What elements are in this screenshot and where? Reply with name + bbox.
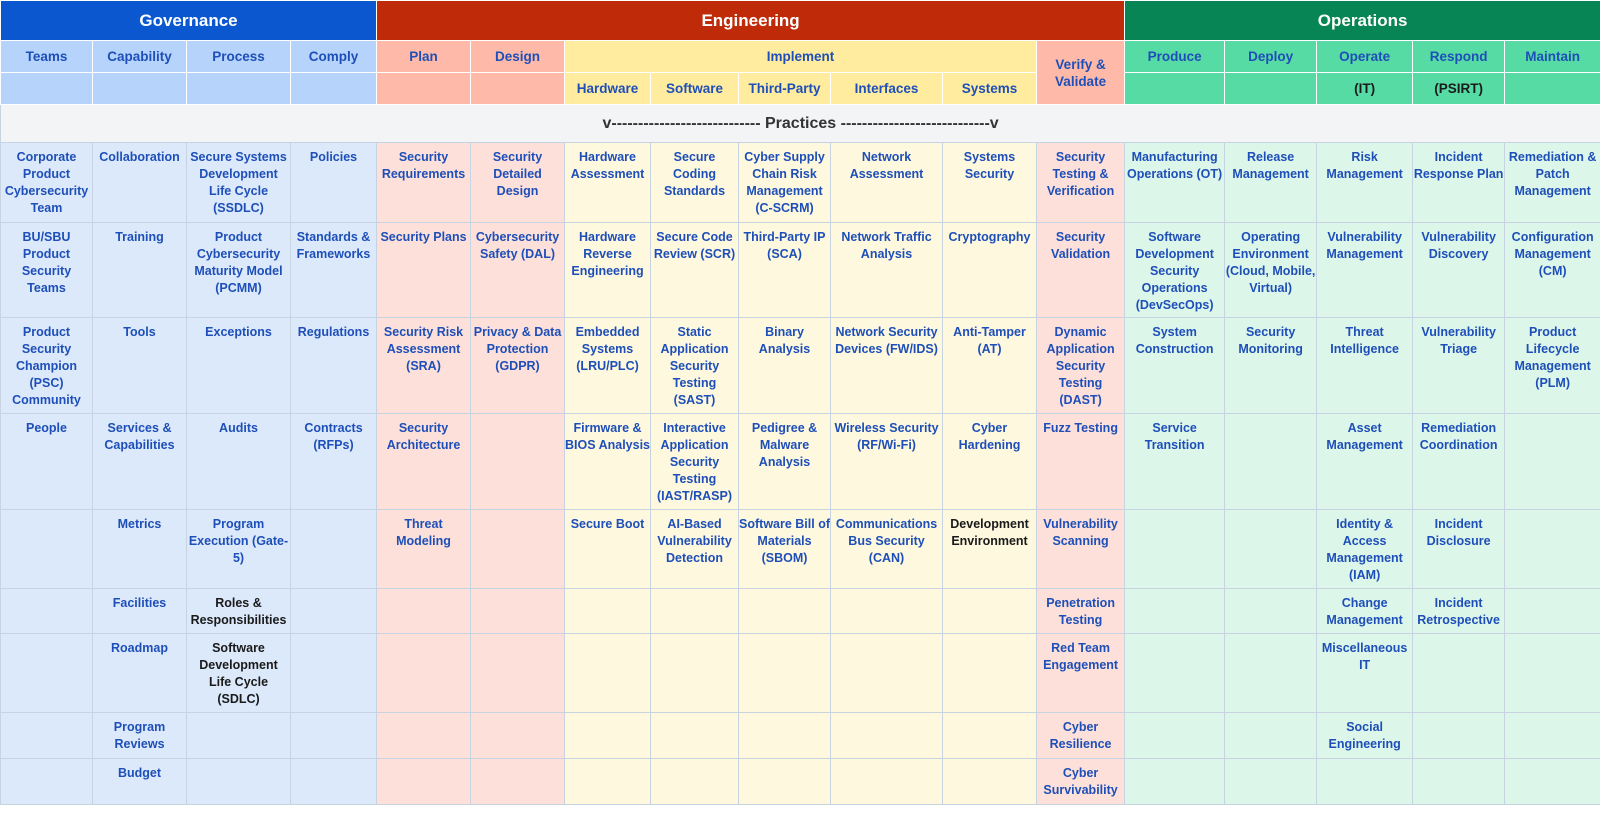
cell-produce [1125, 634, 1225, 713]
cell-teams [1, 510, 93, 589]
cell-comply [291, 759, 377, 805]
column-comply: Comply [291, 41, 377, 73]
group-engineering: Engineering [377, 1, 1125, 41]
column-operate: Operate [1317, 41, 1413, 73]
subheader-blank [93, 73, 187, 105]
group-operations: Operations [1125, 1, 1600, 41]
cell-comply [291, 634, 377, 713]
cell-third-party: Cyber Supply Chain Risk Management (C-SCRM) [739, 143, 831, 223]
cell-design: Cybersecurity Safety (DAL) [471, 223, 565, 318]
cell-software: Secure Coding Standards [651, 143, 739, 223]
cell-systems [943, 589, 1037, 634]
cell-third-party [739, 713, 831, 759]
cell-third-party [739, 589, 831, 634]
cell-systems [943, 634, 1037, 713]
cell-systems [943, 759, 1037, 805]
cell-maintain [1505, 589, 1600, 634]
column-produce: Produce [1125, 41, 1225, 73]
cell-software [651, 589, 739, 634]
cell-plan [377, 713, 471, 759]
cell-produce [1125, 759, 1225, 805]
table-row [1, 759, 1600, 805]
cell-comply: Contracts (RFPs) [291, 414, 377, 510]
cell-verify: Fuzz Testing [1037, 414, 1125, 510]
cell-process: Exceptions [187, 318, 291, 414]
column-respond: Respond [1413, 41, 1505, 73]
cell-process: Audits [187, 414, 291, 510]
cell-produce: System Construction [1125, 318, 1225, 414]
cell-teams: People [1, 414, 93, 510]
cell-respond [1413, 759, 1505, 805]
cell-hardware [565, 634, 651, 713]
cell-systems [943, 713, 1037, 759]
cell-teams [1, 713, 93, 759]
cell-capability: Program Reviews [93, 713, 187, 759]
cell-design [471, 759, 565, 805]
cell-plan: Security Requirements [377, 143, 471, 223]
cell-interfaces [831, 589, 943, 634]
respond-note: (PSIRT) [1413, 73, 1505, 105]
column-process: Process [187, 41, 291, 73]
cell-teams [1, 759, 93, 805]
cell-operate: Change Management [1317, 589, 1413, 634]
cell-respond [1413, 713, 1505, 759]
cell-process: Product Cybersecurity Maturity Model (PCMM) [187, 223, 291, 318]
table-row [1, 223, 1600, 318]
cell-interfaces: Network Traffic Analysis [831, 223, 943, 318]
cell-operate: Threat Intelligence [1317, 318, 1413, 414]
cell-deploy [1225, 713, 1317, 759]
table-row [1, 713, 1600, 759]
cell-maintain: Remediation & Patch Management [1505, 143, 1600, 223]
subheader-blank [291, 73, 377, 105]
cell-maintain: Product Lifecycle Management (PLM) [1505, 318, 1600, 414]
cell-verify: Cyber Survivability [1037, 759, 1125, 805]
implement-interfaces: Interfaces [831, 73, 943, 105]
cell-interfaces [831, 713, 943, 759]
cell-deploy: Release Management [1225, 143, 1317, 223]
cell-software [651, 713, 739, 759]
cell-maintain [1505, 634, 1600, 713]
cell-design [471, 589, 565, 634]
table-row [1, 143, 1600, 223]
cell-third-party [739, 634, 831, 713]
column-teams: Teams [1, 41, 93, 73]
cell-capability: Budget [93, 759, 187, 805]
cell-process: Secure Systems Development Life Cycle (SSDLC) [187, 143, 291, 223]
cell-operate [1317, 759, 1413, 805]
subheader-blank [377, 73, 471, 105]
subheader-blank [471, 73, 565, 105]
cell-systems: Cyber Hardening [943, 414, 1037, 510]
cell-design [471, 414, 565, 510]
implement-third-party: Third-Party [739, 73, 831, 105]
cell-third-party [739, 759, 831, 805]
subheader-blank [187, 73, 291, 105]
implement-software: Software [651, 73, 739, 105]
cell-interfaces: Wireless Security (RF/Wi-Fi) [831, 414, 943, 510]
cell-operate: Vulnerability Management [1317, 223, 1413, 318]
column-plan: Plan [377, 41, 471, 73]
column-capability: Capability [93, 41, 187, 73]
cell-respond: Incident Disclosure [1413, 510, 1505, 589]
cell-maintain [1505, 713, 1600, 759]
cell-comply [291, 510, 377, 589]
cell-teams: Corporate Product Cybersecurity Team [1, 143, 93, 223]
cell-comply: Regulations [291, 318, 377, 414]
cell-hardware [565, 759, 651, 805]
cell-plan: Security Plans [377, 223, 471, 318]
cell-software: Static Application Security Testing (SAST) [651, 318, 739, 414]
practices-banner: v---------------------------- Practices ----------------------------v [1, 105, 1600, 143]
cell-deploy: Operating Environment (Cloud, Mobile, Virtual) [1225, 223, 1317, 318]
cell-process [187, 713, 291, 759]
cell-process: Roles & Responsibilities [187, 589, 291, 634]
cell-systems: Cryptography [943, 223, 1037, 318]
cell-teams [1, 634, 93, 713]
column-design: Design [471, 41, 565, 73]
column-verify-validate: Verify & Validate [1037, 41, 1125, 105]
cell-teams: BU/SBU Product Security Teams [1, 223, 93, 318]
cell-hardware [565, 713, 651, 759]
cell-capability: Roadmap [93, 634, 187, 713]
cell-produce [1125, 510, 1225, 589]
cell-verify: Security Validation [1037, 223, 1125, 318]
cell-respond: Incident Response Plan [1413, 143, 1505, 223]
cell-third-party: Software Bill of Materials (SBOM) [739, 510, 831, 589]
operate-note: (IT) [1317, 73, 1413, 105]
cell-interfaces [831, 634, 943, 713]
cell-deploy [1225, 634, 1317, 713]
cell-respond: Vulnerability Triage [1413, 318, 1505, 414]
cell-deploy [1225, 589, 1317, 634]
table-row [1, 414, 1600, 510]
cell-design: Security Detailed Design [471, 143, 565, 223]
cell-plan: Security Architecture [377, 414, 471, 510]
cell-comply: Standards & Frameworks [291, 223, 377, 318]
cell-plan: Threat Modeling [377, 510, 471, 589]
table-row [1, 634, 1600, 713]
cell-hardware: Hardware Assessment [565, 143, 651, 223]
table-row [1, 510, 1600, 589]
cell-systems: Systems Security [943, 143, 1037, 223]
subheader-blank [1505, 73, 1600, 105]
cell-comply [291, 589, 377, 634]
cell-respond: Vulnerability Discovery [1413, 223, 1505, 318]
cell-software [651, 634, 739, 713]
cell-operate: Miscellaneous IT [1317, 634, 1413, 713]
cell-respond: Remediation Coordination [1413, 414, 1505, 510]
cell-interfaces: Communications Bus Security (CAN) [831, 510, 943, 589]
cell-process [187, 759, 291, 805]
cell-verify: Penetration Testing [1037, 589, 1125, 634]
group-governance: Governance [1, 1, 377, 41]
cell-operate: Asset Management [1317, 414, 1413, 510]
cell-teams: Product Security Champion (PSC) Community [1, 318, 93, 414]
cell-hardware [565, 589, 651, 634]
column-implement: Implement [565, 41, 1037, 73]
implement-hardware: Hardware [565, 73, 651, 105]
cell-third-party: Pedigree & Malware Analysis [739, 414, 831, 510]
cell-interfaces [831, 759, 943, 805]
table-row [1, 589, 1600, 634]
cell-capability: Training [93, 223, 187, 318]
cell-software: Secure Code Review (SCR) [651, 223, 739, 318]
cell-produce: Service Transition [1125, 414, 1225, 510]
subheader-blank [1125, 73, 1225, 105]
cell-hardware: Hardware Reverse Engineering [565, 223, 651, 318]
cell-verify: Cyber Resilience [1037, 713, 1125, 759]
cell-interfaces: Network Assessment [831, 143, 943, 223]
cell-verify: Red Team Engagement [1037, 634, 1125, 713]
cell-respond [1413, 634, 1505, 713]
cell-produce: Manufacturing Operations (OT) [1125, 143, 1225, 223]
cell-systems: Development Environment [943, 510, 1037, 589]
cell-produce [1125, 589, 1225, 634]
cell-maintain [1505, 759, 1600, 805]
cell-capability: Tools [93, 318, 187, 414]
cell-verify: Dynamic Application Security Testing (DAST) [1037, 318, 1125, 414]
table-row [1, 318, 1600, 414]
cell-produce [1125, 713, 1225, 759]
implement-systems: Systems [943, 73, 1037, 105]
cell-hardware: Secure Boot [565, 510, 651, 589]
cell-deploy [1225, 759, 1317, 805]
cell-software: Interactive Application Security Testing (IAST/RASP) [651, 414, 739, 510]
cell-capability: Collaboration [93, 143, 187, 223]
cell-design [471, 510, 565, 589]
column-deploy: Deploy [1225, 41, 1317, 73]
cell-deploy [1225, 510, 1317, 589]
cell-maintain: Configuration Management (CM) [1505, 223, 1600, 318]
practices-body [1, 143, 1600, 805]
subheader-blank [1225, 73, 1317, 105]
cell-hardware: Firmware & BIOS Analysis [565, 414, 651, 510]
cell-capability: Metrics [93, 510, 187, 589]
column-maintain: Maintain [1505, 41, 1600, 73]
cell-systems: Anti-Tamper (AT) [943, 318, 1037, 414]
cell-verify: Vulnerability Scanning [1037, 510, 1125, 589]
cell-process: Program Execution (Gate-5) [187, 510, 291, 589]
cell-process: Software Development Life Cycle (SDLC) [187, 634, 291, 713]
cell-hardware: Embedded Systems (LRU/PLC) [565, 318, 651, 414]
cell-software [651, 759, 739, 805]
cell-plan [377, 634, 471, 713]
cell-design: Privacy & Data Protection (GDPR) [471, 318, 565, 414]
cell-operate: Identity & Access Management (IAM) [1317, 510, 1413, 589]
cell-third-party: Third-Party IP (SCA) [739, 223, 831, 318]
cell-deploy [1225, 414, 1317, 510]
cell-maintain [1505, 510, 1600, 589]
cell-plan [377, 589, 471, 634]
cell-operate: Social Engineering [1317, 713, 1413, 759]
cell-interfaces: Network Security Devices (FW/IDS) [831, 318, 943, 414]
cell-respond: Incident Retrospective [1413, 589, 1505, 634]
cell-produce: Software Development Security Operations (DevSecOps) [1125, 223, 1225, 318]
cell-maintain [1505, 414, 1600, 510]
cell-plan: Security Risk Assessment (SRA) [377, 318, 471, 414]
cell-comply: Policies [291, 143, 377, 223]
cell-design [471, 634, 565, 713]
cell-verify: Security Testing & Verification [1037, 143, 1125, 223]
cell-comply [291, 713, 377, 759]
cell-capability: Services & Capabilities [93, 414, 187, 510]
subheader-blank [1, 73, 93, 105]
cell-operate: Risk Management [1317, 143, 1413, 223]
cell-plan [377, 759, 471, 805]
cell-third-party: Binary Analysis [739, 318, 831, 414]
cell-design [471, 713, 565, 759]
cell-software: AI-Based Vulnerability Detection [651, 510, 739, 589]
cell-capability: Facilities [93, 589, 187, 634]
cell-deploy: Security Monitoring [1225, 318, 1317, 414]
cell-teams [1, 589, 93, 634]
